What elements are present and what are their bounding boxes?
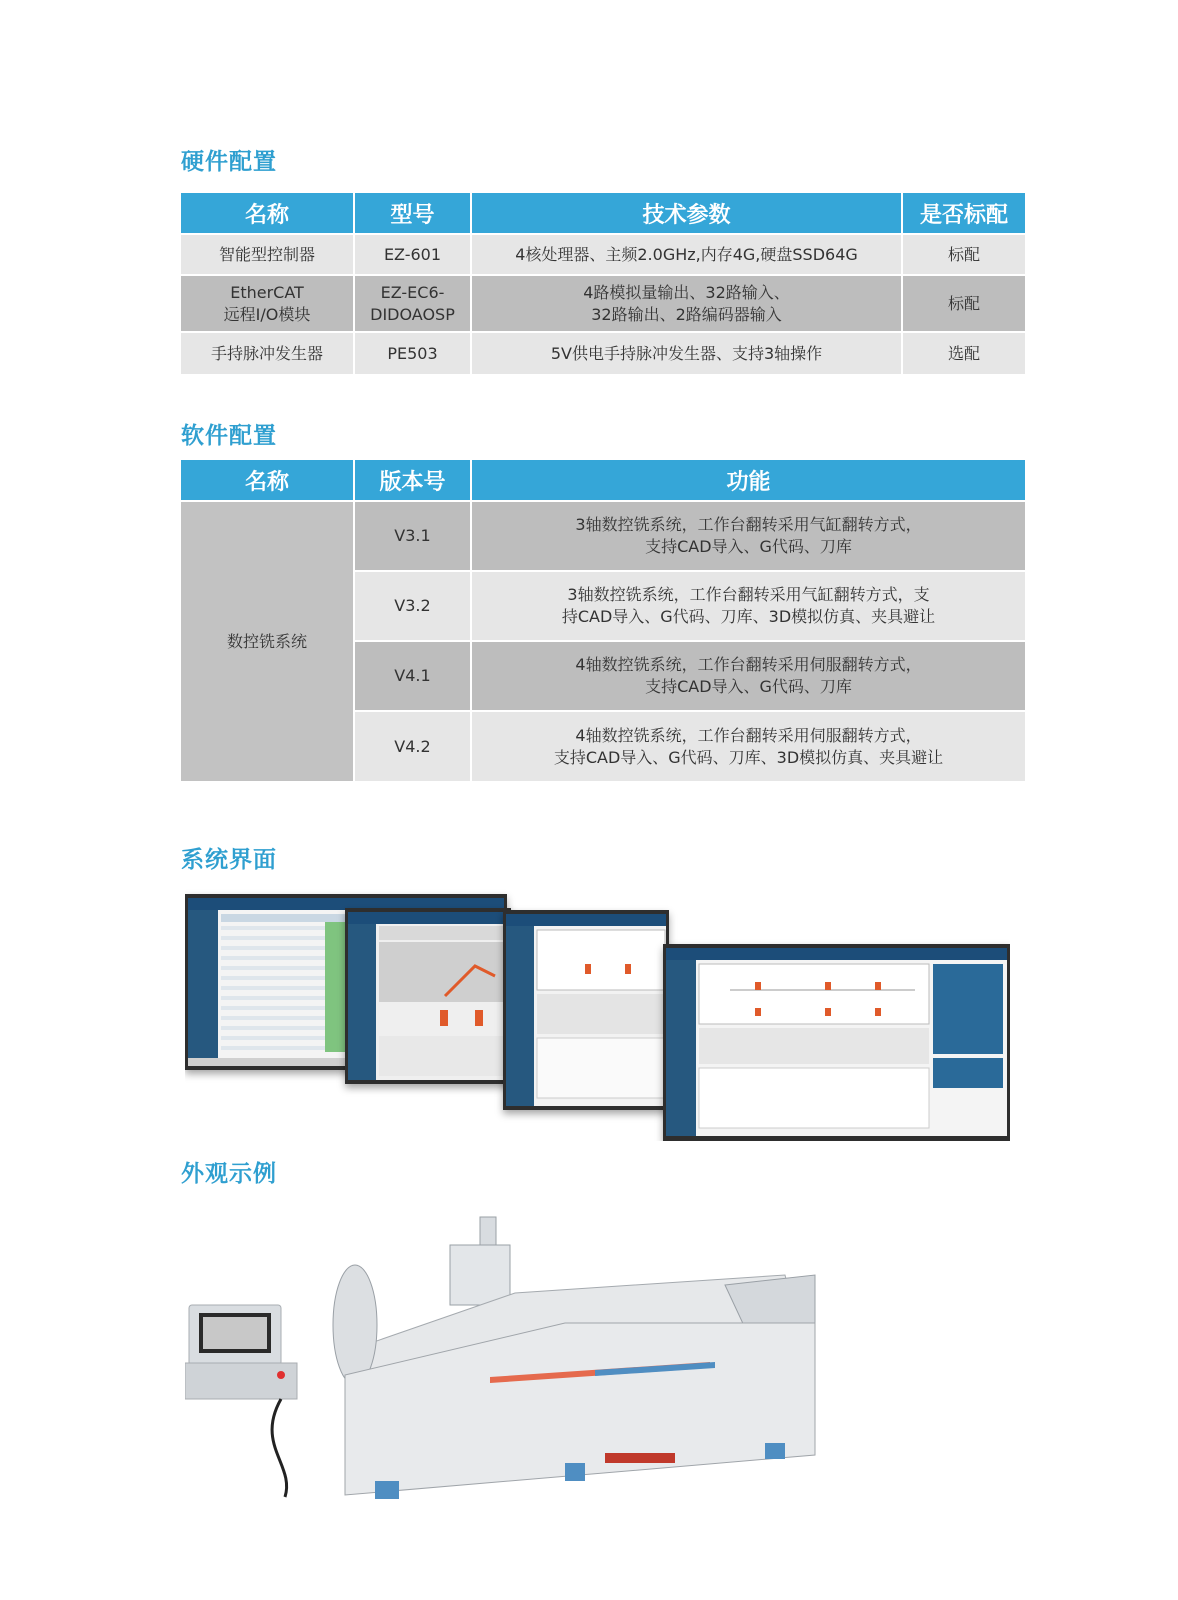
hardware-header-model: 型号 <box>354 193 471 234</box>
software-cell-function <box>471 641 1025 711</box>
cell-text: 4轴数控铣系统，工作台翻转采用伺服翻转方式， 支持CAD导入、G代码、刀库 <box>575 655 922 696</box>
hardware-cell-standard: 标配 <box>902 275 1025 332</box>
screenshot-3 <box>503 910 669 1110</box>
appearance-section-title: 外观示例 <box>181 1161 277 1187</box>
system-ui-section-title: 系统界面 <box>181 847 277 873</box>
hardware-section-title: 硬件配置 <box>181 149 277 175</box>
screenshot-2 <box>345 908 511 1084</box>
software-header-function: 功能 <box>471 460 1025 501</box>
hardware-cell-standard: 标配 <box>902 234 1025 275</box>
table-row <box>181 234 1025 275</box>
software-cell-version: V3.1 <box>354 501 471 571</box>
software-cell-function <box>471 571 1025 641</box>
software-cell-name: 数控铣系统 <box>181 501 354 781</box>
table-row <box>181 332 1025 374</box>
software-cell-version: V3.2 <box>354 571 471 641</box>
software-header-version: 版本号 <box>354 460 471 501</box>
hardware-cell-model: PE503 <box>354 332 471 374</box>
cell-text: 4轴数控铣系统，工作台翻转采用伺服翻转方式， 支持CAD导入、G代码、刀库、3D模拟仿真、夹具避让 <box>553 725 944 767</box>
hardware-header-params: 技术参数 <box>471 193 902 234</box>
software-table <box>181 460 1025 781</box>
table-row <box>181 275 1025 332</box>
hardware-header-standard: 是否标配 <box>902 193 1025 234</box>
software-section-title: 软件配置 <box>181 423 277 449</box>
hardware-cell-name <box>181 275 354 332</box>
hardware-header-name: 名称 <box>181 193 354 234</box>
hardware-cell-standard: 选配 <box>902 332 1025 374</box>
machine-photo <box>185 1205 855 1500</box>
software-cell-version: V4.1 <box>354 641 471 711</box>
hardware-table <box>181 193 1025 374</box>
software-cell-version: V4.2 <box>354 711 471 781</box>
table-row <box>181 501 1025 571</box>
cell-text: 3轴数控铣系统，工作台翻转采用气缸翻转方式， 支持CAD导入、G代码、刀库 <box>575 515 922 556</box>
software-cell-function <box>471 501 1025 571</box>
hardware-cell-model: EZ-601 <box>354 234 471 275</box>
software-cell-function <box>471 711 1025 781</box>
hardware-cell-model <box>354 275 471 332</box>
hardware-cell-params <box>471 275 902 332</box>
software-header-name: 名称 <box>181 460 354 501</box>
control-console <box>185 1305 297 1497</box>
cell-text: 3轴数控铣系统，工作台翻转采用气缸翻转方式，支 持CAD导入、G代码、刀库、3D模拟仿真、夹具避让 <box>561 585 936 626</box>
screenshot-4 <box>663 944 1010 1141</box>
hardware-cell-name: 手持脉冲发生器 <box>181 332 354 374</box>
cell-text: EZ-EC6- DIDOAOSP <box>370 282 455 324</box>
cell-text: 4路模拟量输出、32路输入、 32路输出、2路编码器输入 <box>583 282 790 324</box>
hardware-cell-params: 5V供电手持脉冲发生器、支持3轴操作 <box>471 332 902 374</box>
hardware-cell-params: 4核处理器、主频2.0GHz,内存4G,硬盘SSD64G <box>471 234 902 275</box>
cell-text: EtherCAT 远程I/O模块 <box>223 282 311 324</box>
system-ui-screenshots <box>185 886 1010 1141</box>
hardware-cell-name: 智能型控制器 <box>181 234 354 275</box>
